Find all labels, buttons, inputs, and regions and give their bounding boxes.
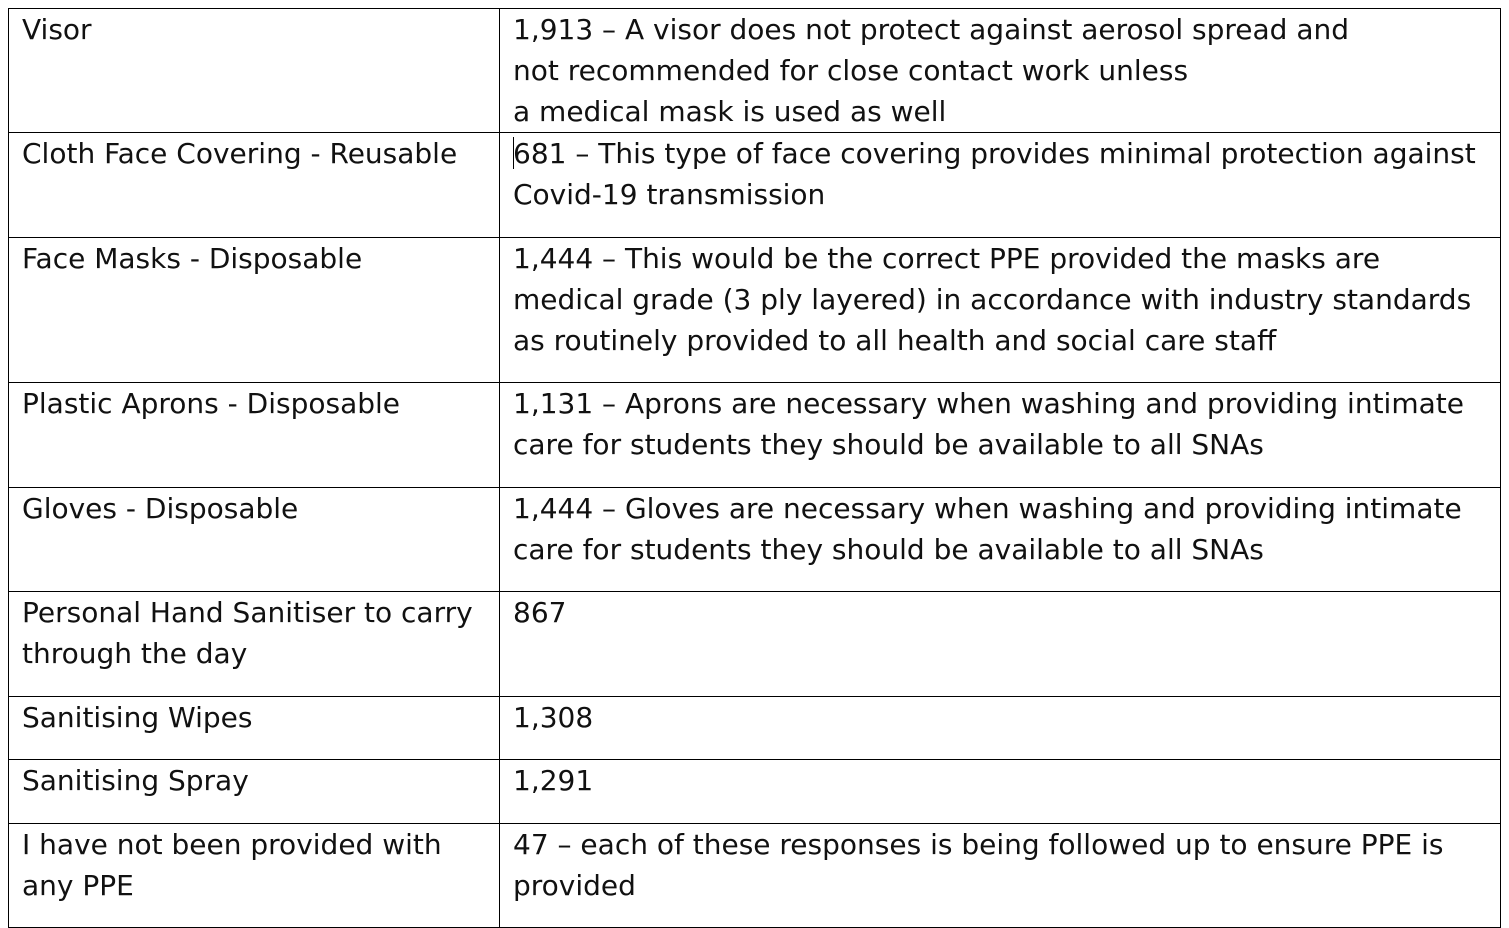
table-row <box>9 592 1501 697</box>
table-row <box>9 383 1501 488</box>
table-row <box>9 760 1501 824</box>
response-cell[interactable]: 1,131 – Aprons are necessary when washing and providing intimate care for students they should be available to all SNAs <box>500 383 1501 488</box>
ppe-response-table <box>8 8 1501 928</box>
response-cell[interactable]: 1,913 – A visor does not protect against aerosol spread and not recommended for close contact work unless a medical mask is used as well <box>500 9 1501 133</box>
table-row <box>9 238 1501 383</box>
table-row <box>9 824 1501 928</box>
response-cell[interactable]: 867 <box>500 592 1501 697</box>
item-cell: Gloves - Disposable <box>9 488 500 592</box>
response-cell[interactable]: 47 – each of these responses is being followed up to ensure PPE is provided <box>500 824 1501 928</box>
response-cell[interactable]: 1,308 <box>500 697 1501 760</box>
table-row <box>9 488 1501 592</box>
response-text: 681 – This type of face covering provides minimal protection against Covid-19 transmission <box>513 137 1476 211</box>
response-cell[interactable]: 1,291 <box>500 760 1501 824</box>
response-cell[interactable]: 1,444 – This would be the correct PPE provided the masks are medical grade (3 ply layered) in accordance with industry standards as routinely provided to all health and social care staff <box>500 238 1501 383</box>
item-cell: Plastic Aprons - Disposable <box>9 383 500 488</box>
item-cell: Visor <box>9 9 500 133</box>
item-cell: I have not been provided with any PPE <box>9 824 500 928</box>
item-cell: Sanitising Wipes <box>9 697 500 760</box>
response-cell[interactable]: 1,444 – Gloves are necessary when washing and providing intimate care for students they should be available to all SNAs <box>500 488 1501 592</box>
table-row <box>9 697 1501 760</box>
table-row <box>9 9 1501 133</box>
item-cell: Personal Hand Sanitiser to carry through the day <box>9 592 500 697</box>
response-cell-with-cursor[interactable] <box>500 133 1501 238</box>
item-cell: Cloth Face Covering - Reusable <box>9 133 500 238</box>
table-row <box>9 133 1501 238</box>
item-cell: Sanitising Spray <box>9 760 500 824</box>
item-cell: Face Masks - Disposable <box>9 238 500 383</box>
